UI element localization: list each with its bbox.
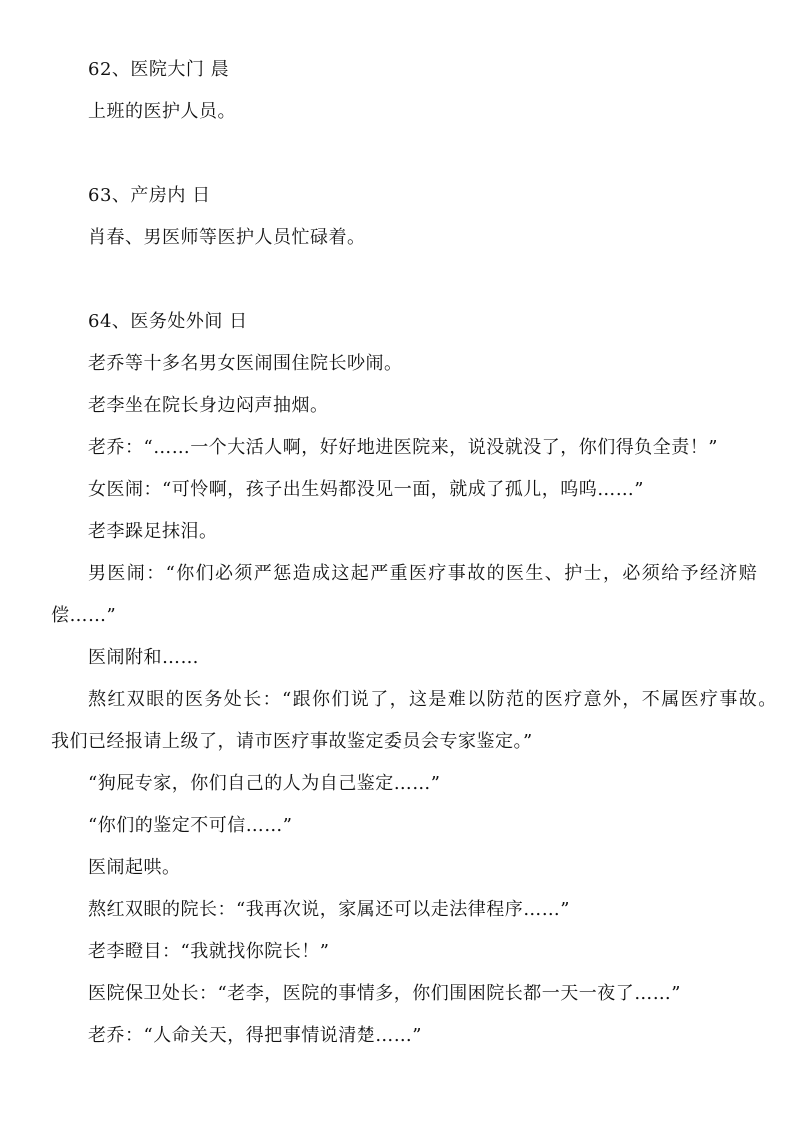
action-line: 老李跺足抹泪。	[88, 521, 218, 542]
dialogue-line: 医院保卫处长：“老李，医院的事情多，你们围困院长都一天一夜了……”	[88, 983, 681, 1004]
action-line: 上班的医护人员。	[88, 101, 236, 122]
dialogue-line: “你们的鉴定不可信……”	[88, 815, 293, 836]
dialogue-line: 我们已经报请上级了，请市医疗事故鉴定委员会专家鉴定。”	[51, 731, 533, 752]
dialogue-line: 男医闹：“你们必须严惩造成这起严重医疗事故的医生、护士，必须给予经济赔	[88, 563, 759, 584]
dialogue-line: 熬红双眼的院长：“我再次说，家属还可以走法律程序……”	[88, 899, 570, 920]
action-line: 医闹起哄。	[88, 857, 181, 878]
dialogue-line: 熬红双眼的医务处长：“跟你们说了，这是难以防范的医疗意外，不属医疗事故。	[88, 689, 778, 710]
action-line: 老乔等十多名男女医闹围住院长吵闹。	[88, 353, 403, 374]
dialogue-line: 老乔：“……一个大活人啊，好好地进医院来，说没就没了，你们得负全责！”	[88, 437, 718, 458]
dialogue-line: 女医闹：“可怜啊，孩子出生妈都没见一面，就成了孤儿，呜呜……”	[88, 479, 644, 500]
scene-heading: 63、产房内 日	[88, 185, 211, 206]
scene-heading: 62、医院大门 晨	[88, 59, 230, 80]
dialogue-line: 偿……”	[51, 605, 117, 626]
scene-heading: 64、医务处外间 日	[88, 311, 248, 332]
dialogue-line: 老乔：“人命关天，得把事情说清楚……”	[88, 1025, 422, 1046]
action-line: 肖春、男医师等医护人员忙碌着。	[88, 227, 366, 248]
dialogue-line: “狗屁专家，你们自己的人为自己鉴定……”	[88, 773, 441, 794]
action-line: 老李坐在院长身边闷声抽烟。	[88, 395, 329, 416]
action-line: 医闹附和……	[88, 647, 199, 668]
dialogue-line: 老李瞪目：“我就找你院长！”	[88, 941, 330, 962]
